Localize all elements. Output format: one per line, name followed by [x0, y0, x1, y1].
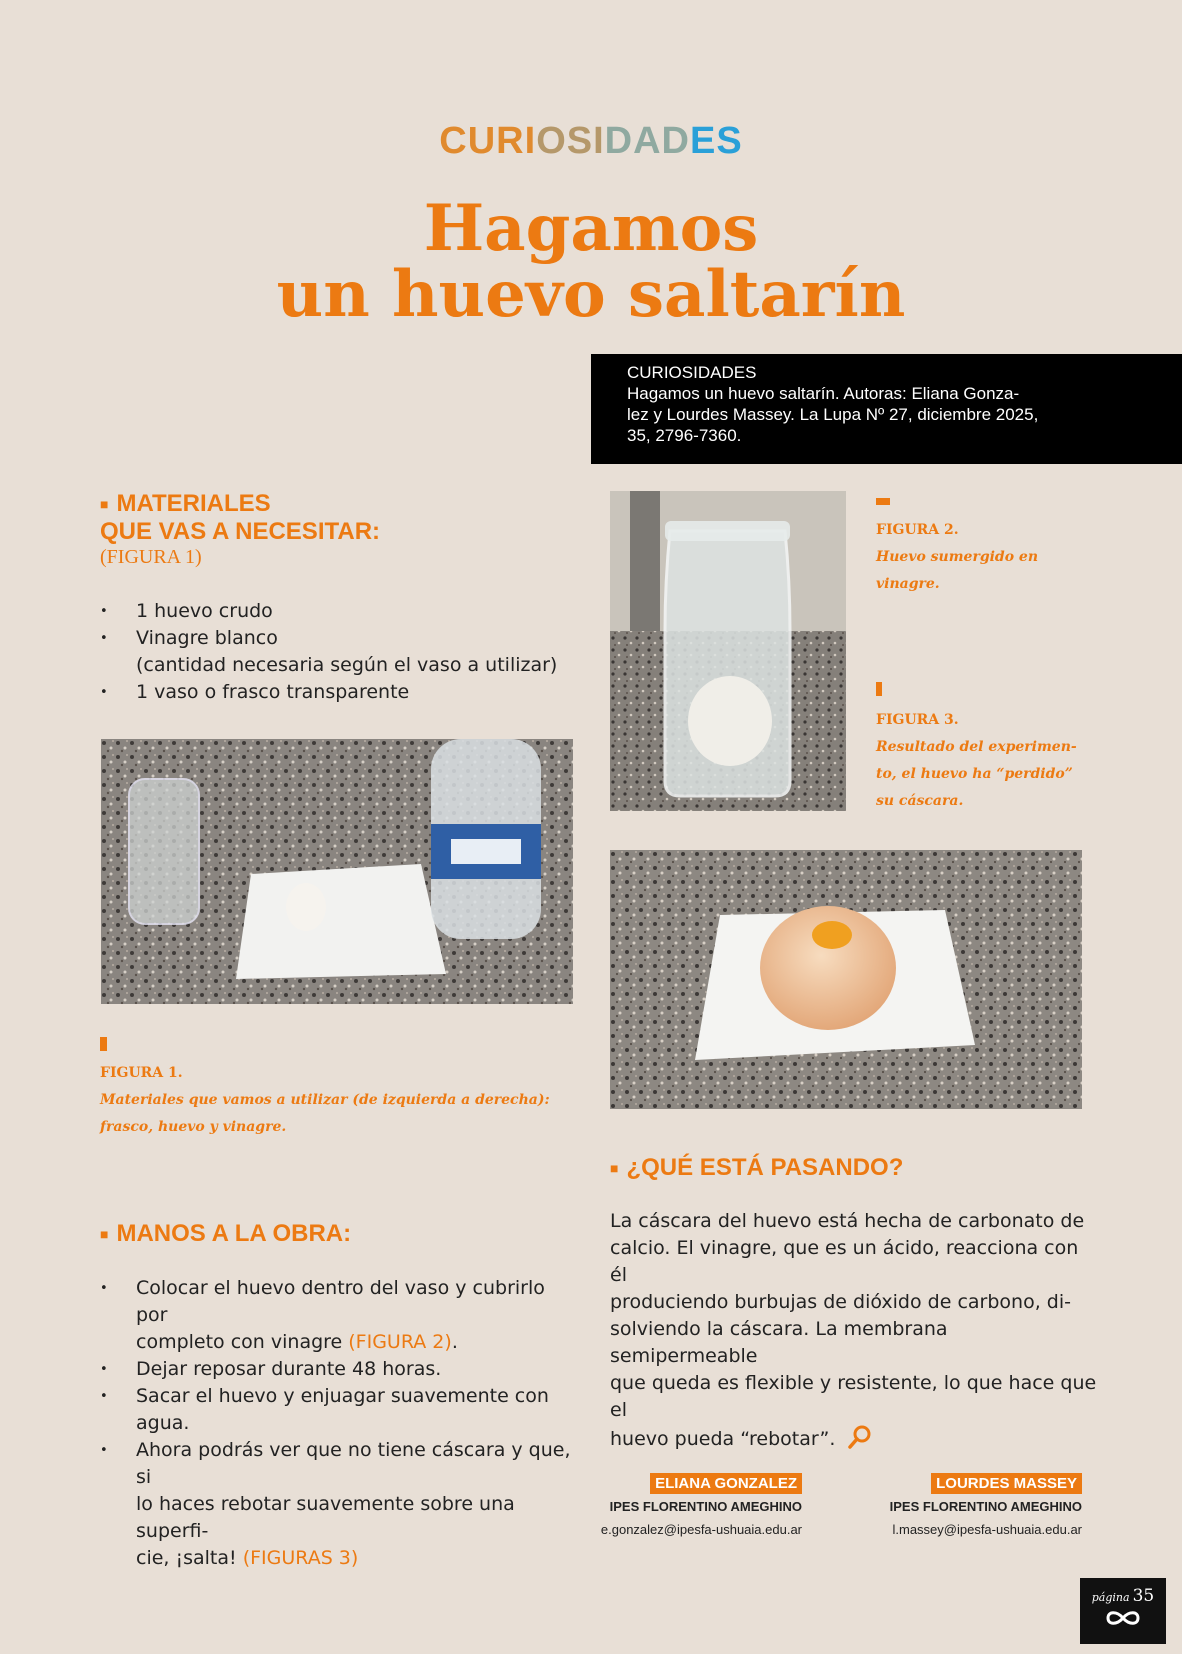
- figure-3-caption-line: to, el huevo ha “perdido”: [876, 766, 1073, 782]
- figure-2-caption-line: Huevo sumergido en: [876, 549, 1039, 565]
- manos-heading-text: MANOS A LA OBRA:: [116, 1220, 352, 1247]
- figure-2-caption: [876, 517, 1076, 598]
- figure-2-image: [610, 491, 846, 811]
- author-card: [840, 1473, 1082, 1537]
- que-pasa-heading-text: ¿QUÉ ESTÁ PASANDO?: [626, 1154, 904, 1181]
- bullet-dot: ■: [100, 496, 109, 513]
- materials-figure-ref: (FIGURA 1): [100, 546, 202, 568]
- figure-2-label: FIGURA 2.: [876, 522, 959, 538]
- figure-3-photo: [610, 850, 1082, 1109]
- section-label-part: ES: [689, 120, 743, 162]
- author-institution: IPES FLORENTINO AMEGHINO: [889, 1499, 1082, 1514]
- figure-reference: (FIGURAS 3): [242, 1547, 359, 1569]
- list-item: [100, 1383, 580, 1437]
- figure-1-photo: [101, 739, 573, 1004]
- page-number: 35: [1132, 1586, 1155, 1606]
- list-item-text: • Sacar el huevo y enjuagar suavemente con: [136, 1385, 549, 1407]
- figure-3-caption: [876, 707, 1086, 815]
- list-item-text: agua.: [136, 1412, 190, 1434]
- materials-list: [100, 598, 580, 706]
- author-name: ELIANA GONZALEZ: [650, 1473, 802, 1494]
- list-item-text: (cantidad necesaria según el vaso a utilizar): [136, 654, 558, 676]
- paragraph-line: calcio. El vinagre, que es un ácido, reacciona con él: [610, 1237, 1079, 1286]
- figure-3-caption-line: su cáscara.: [876, 793, 964, 809]
- figure-1-caption-line: frasco, huevo y vinagre.: [100, 1119, 287, 1135]
- materials-heading: [100, 490, 380, 545]
- infinity-icon: [1080, 1610, 1166, 1630]
- list-item: [100, 598, 580, 625]
- list-item-text: 1 huevo crudo: [136, 600, 273, 622]
- paragraph-line: que queda es flexible y resistente, lo que hace que el: [610, 1372, 1097, 1421]
- paragraph-line: huevo pueda “rebotar”.: [610, 1428, 836, 1450]
- section-label-part: CURI: [439, 120, 537, 162]
- que-pasa-heading: [610, 1154, 903, 1182]
- section-label-part: DAD: [604, 120, 690, 162]
- paragraph-line: solviendo la cáscara. La membrana semipermeable: [610, 1318, 948, 1367]
- author-card: [560, 1473, 802, 1537]
- list-item: [100, 625, 580, 679]
- figure-2-photo: [610, 491, 846, 811]
- list-item-text: 1 vaso o frasco transparente: [136, 681, 410, 703]
- que-pasa-paragraph: [610, 1208, 1100, 1458]
- figure-1-label: FIGURA 1.: [100, 1065, 183, 1081]
- list-item-text: Vinagre blanco: [136, 627, 278, 649]
- list-item-text: • Ahora podrás ver que no tiene cáscara y que, si: [136, 1439, 571, 1488]
- magnifier-icon: [847, 1424, 873, 1458]
- list-item: [100, 679, 580, 706]
- figure-2-caption-line: vinagre.: [876, 576, 940, 592]
- citation-label: CURIOSIDADES: [627, 363, 757, 382]
- author-institution: IPES FLORENTINO AMEGHINO: [609, 1499, 802, 1514]
- manos-list: [100, 1275, 580, 1572]
- article-title: [0, 191, 1182, 332]
- caption-marker: [100, 1037, 107, 1051]
- caption-marker: [876, 682, 882, 696]
- figure-3-label: FIGURA 3.: [876, 712, 959, 728]
- list-item: [100, 1356, 580, 1383]
- citation-line: lez y Lourdes Massey. La Lupa Nº 27, diciembre 2025,: [627, 405, 1039, 424]
- author-email[interactable]: l.massey@ipesfa-ushuaia.edu.ar: [892, 1522, 1082, 1537]
- list-item-text: lo haces rebotar suavemente sobre una superfi-: [136, 1493, 515, 1542]
- list-item-text: Dejar reposar durante 48 horas.: [136, 1358, 442, 1380]
- section-label: [0, 120, 1182, 163]
- page-label: página: [1091, 1591, 1130, 1604]
- figure-reference: (FIGURA 2): [348, 1331, 452, 1353]
- list-item-text: cie, ¡salta!: [136, 1547, 243, 1569]
- author-email[interactable]: e.gonzalez@ipesfa-ushuaia.edu.ar: [600, 1522, 802, 1537]
- paragraph-line: La cáscara del huevo está hecha de carbonato de: [610, 1210, 1085, 1232]
- article-title-line1: Hagamos: [423, 191, 759, 266]
- materials-heading-line1: MATERIALES: [116, 490, 271, 517]
- paragraph-line: produciendo burbujas de dióxido de carbono, di-: [610, 1291, 1071, 1313]
- section-label-part: OSI: [536, 120, 605, 162]
- figure-1-image: [101, 739, 573, 1004]
- list-item-text: .: [451, 1331, 458, 1353]
- bullet-dot: ■: [100, 1226, 109, 1243]
- citation-line: Hagamos un huevo saltarín. Autoras: Eliana Gonza-: [627, 384, 1020, 403]
- materials-heading-line2: QUE VAS A NECESITAR:: [100, 518, 381, 546]
- citation-line: 35, 2796-7360.: [627, 426, 742, 445]
- list-item: [100, 1437, 580, 1572]
- citation-box: [591, 354, 1182, 464]
- figure-1-caption-line: Materiales que vamos a utilizar (de izquierda a derecha):: [100, 1092, 550, 1108]
- bullet-dot: ■: [610, 1160, 619, 1177]
- figure-3-caption-line: Resultado del experimen-: [876, 739, 1077, 755]
- figure-1-caption: [100, 1060, 580, 1141]
- page-number-box: [1080, 1578, 1166, 1644]
- list-item-text: completo con vinagre: [136, 1331, 349, 1353]
- caption-marker: [876, 498, 890, 505]
- figure-3-image: [610, 850, 1082, 1109]
- author-name: LOURDES MASSEY: [931, 1473, 1082, 1494]
- list-item: [100, 1275, 580, 1356]
- list-item-text: • Colocar el huevo dentro del vaso y cubrirlo por: [136, 1277, 545, 1326]
- manos-heading: [100, 1220, 351, 1248]
- article-title-line2: un huevo saltarín: [276, 257, 906, 332]
